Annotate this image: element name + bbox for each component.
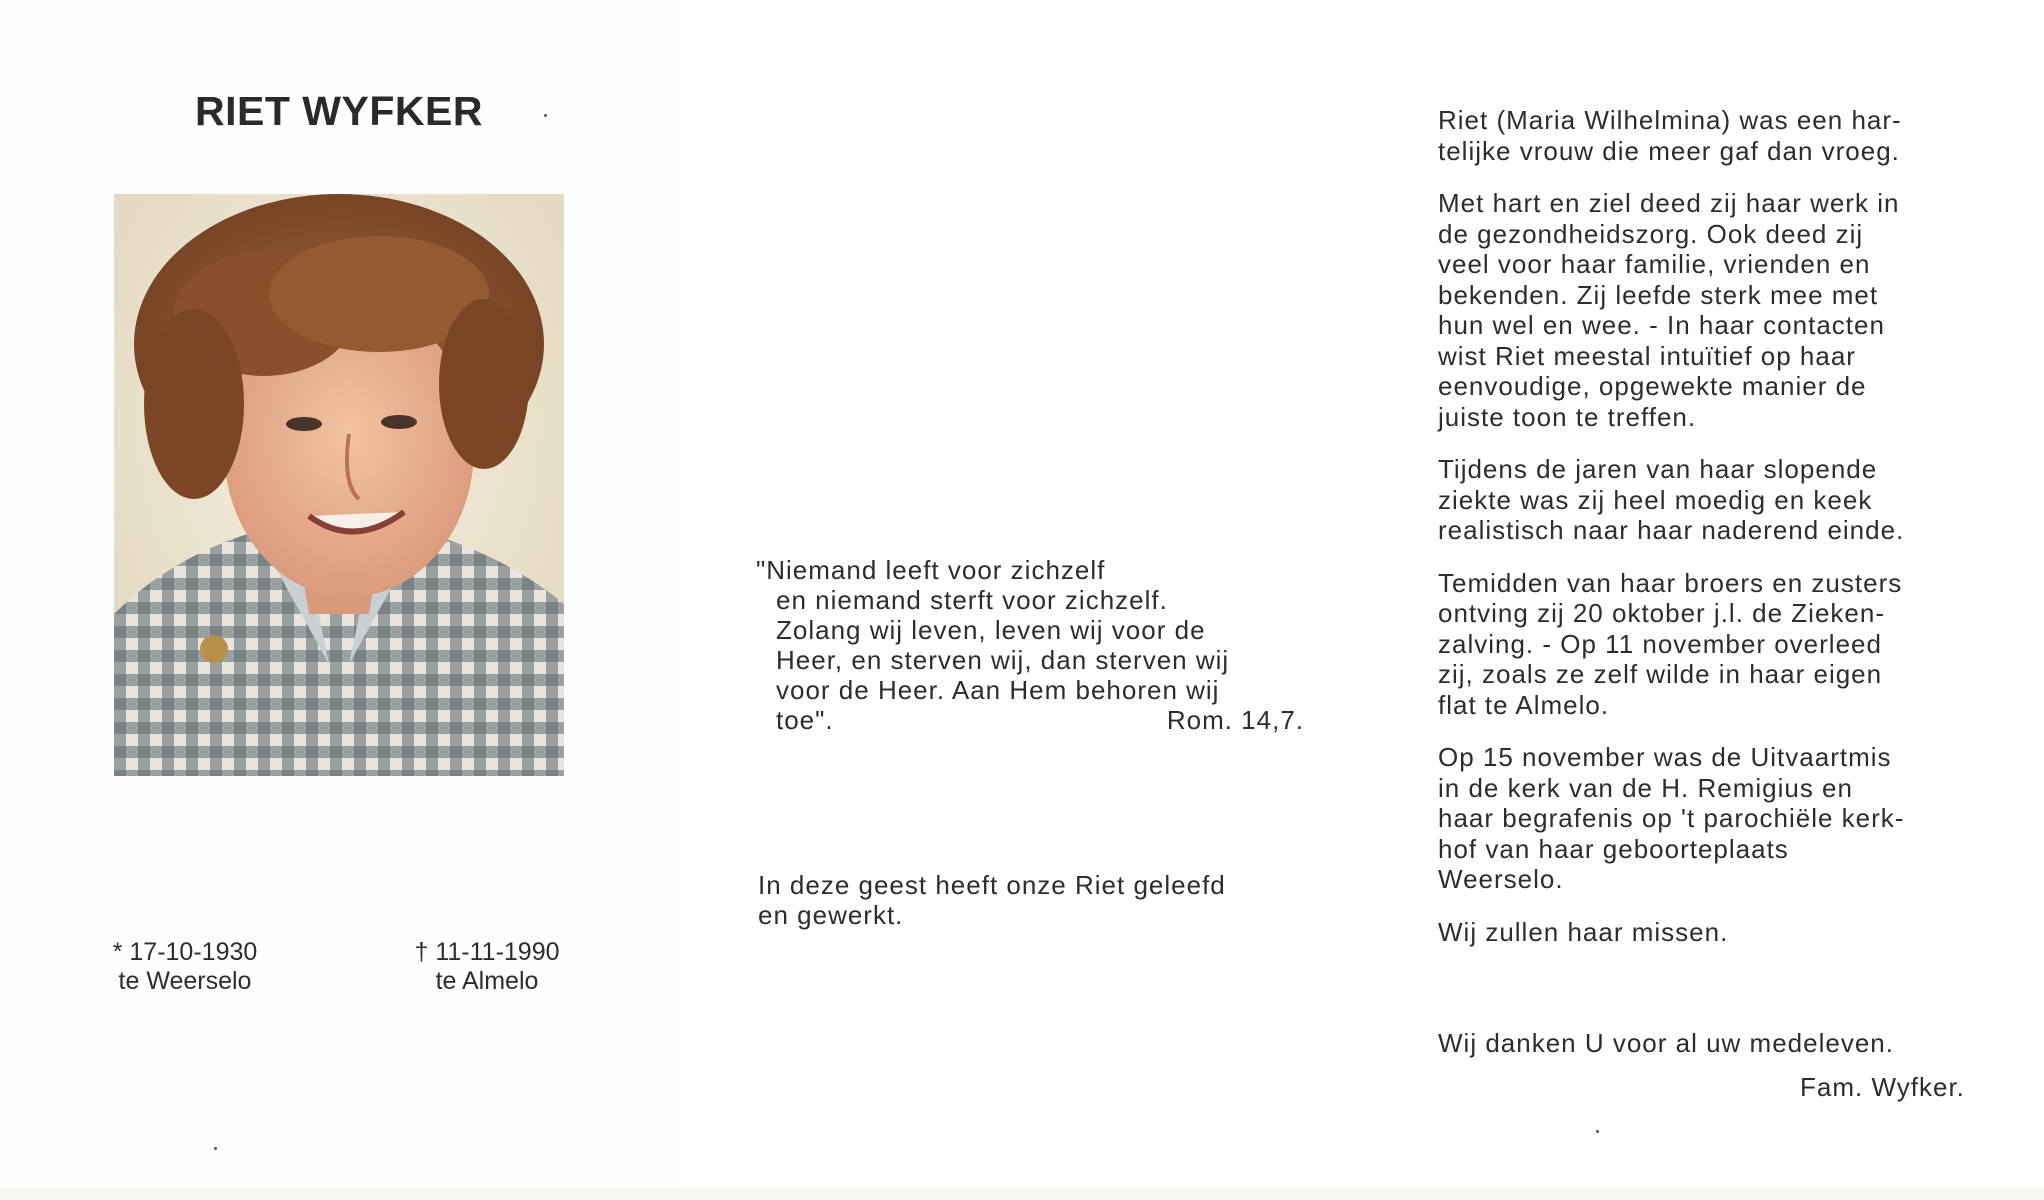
paper-speck [544,114,547,117]
bio-paragraph [1438,742,1986,895]
bio-line: bekenden. Zij leefde sterk mee met [1438,279,1879,310]
thanks-line: Wij danken U voor al uw medeleven. [1438,1028,1894,1058]
bio-paragraph [1438,917,1986,948]
bio-line: haar begrafenis op 't parochiële kerk- [1438,803,1905,833]
bio-line: juiste toon te treffen. [1438,401,1697,432]
bio-paragraph [1438,568,1986,721]
bio-line: wist Riet meestal intuïtief op haar [1438,340,1856,371]
death-place: te Almelo [435,967,539,995]
bio-line: ziekte was zij heel moedig en keek [1438,484,1873,515]
bio-line: in de kerk van de H. Remigius en [1438,772,1853,803]
bio-line: hof van haar geboorteplaats [1438,833,1789,864]
birth-date: * 17-10-1930 [112,938,258,966]
birth-info [105,938,265,996]
bio-paragraph [1438,105,1986,166]
spirit-statement [758,870,1304,930]
paper-speck [214,1147,217,1150]
death-date: † 11-11-1990 [414,938,560,966]
bio-line: Met hart en ziel deed zij haar werk in [1438,188,1900,218]
quote-line: toe". [776,705,834,735]
bio-line: Tijdens de jaren van haar slopende [1438,454,1878,484]
bio-line: Riet (Maria Wilhelmina) was een har- [1438,105,1902,135]
bio-line: ontving zij 20 oktober j.l. de Zieken- [1438,598,1885,628]
bio-line: realistisch naar haar naderend einde. [1438,515,1905,545]
scan-edge [0,1188,2044,1200]
quote-line: Heer, en sterven wij, dan sterven wij [776,645,1230,675]
bio-line: zalving. - Op 11 november overleed [1438,628,1882,659]
bio-line: Weerselo. [1438,864,1564,894]
bible-quote [756,555,1304,735]
family-signature: Fam. Wyfker. [1800,1072,1965,1102]
spirit-line: en gewerkt. [758,900,904,930]
paper-speck [1596,1130,1599,1133]
quote-line: "Niemand leeft voor zichzelf [756,555,1106,585]
bio-line: Wij zullen haar missen. [1438,916,1729,947]
bio-line: telijke vrouw die meer gaf dan vroeg. [1438,135,1900,166]
portrait-photo [114,194,564,776]
quote-reference: Rom. 14,7. [1166,705,1304,735]
bio-line: de gezondheidszorg. Ook deed zij [1438,218,1864,249]
bio-paragraph [1438,188,1986,432]
deceased-name: RIET WYFKER [195,88,483,134]
bio-paragraph [1438,454,1986,546]
portrait-photo-drawing [114,194,564,776]
birth-place: te Weerselo [118,967,252,995]
bio-line: eenvoudige, opgewekte manier de [1438,371,1867,401]
bio-line: hun wel en wee. - In haar contacten [1438,310,1885,340]
front-card [0,0,683,1192]
quote-last-line [756,705,1304,735]
quote-line: voor de Heer. Aan Hem behoren wij [776,675,1220,705]
death-info [402,938,572,996]
bio-line: flat te Almelo. [1438,689,1610,720]
bio-line: veel voor haar familie, vrienden en [1438,249,1871,279]
biography [1438,105,1986,969]
bio-line: Temidden van haar broers en zusters [1438,567,1903,598]
quote-line: Zolang wij leven, leven wij voor de [776,615,1206,645]
bio-line: zij, zoals ze zelf wilde in haar eigen [1438,659,1883,689]
bio-line: Op 15 november was de Uitvaartmis [1438,742,1892,772]
quote-line: en niemand sterft voor zichzelf. [776,585,1168,615]
spirit-line: In deze geest heeft onze Riet geleefd [758,870,1226,900]
